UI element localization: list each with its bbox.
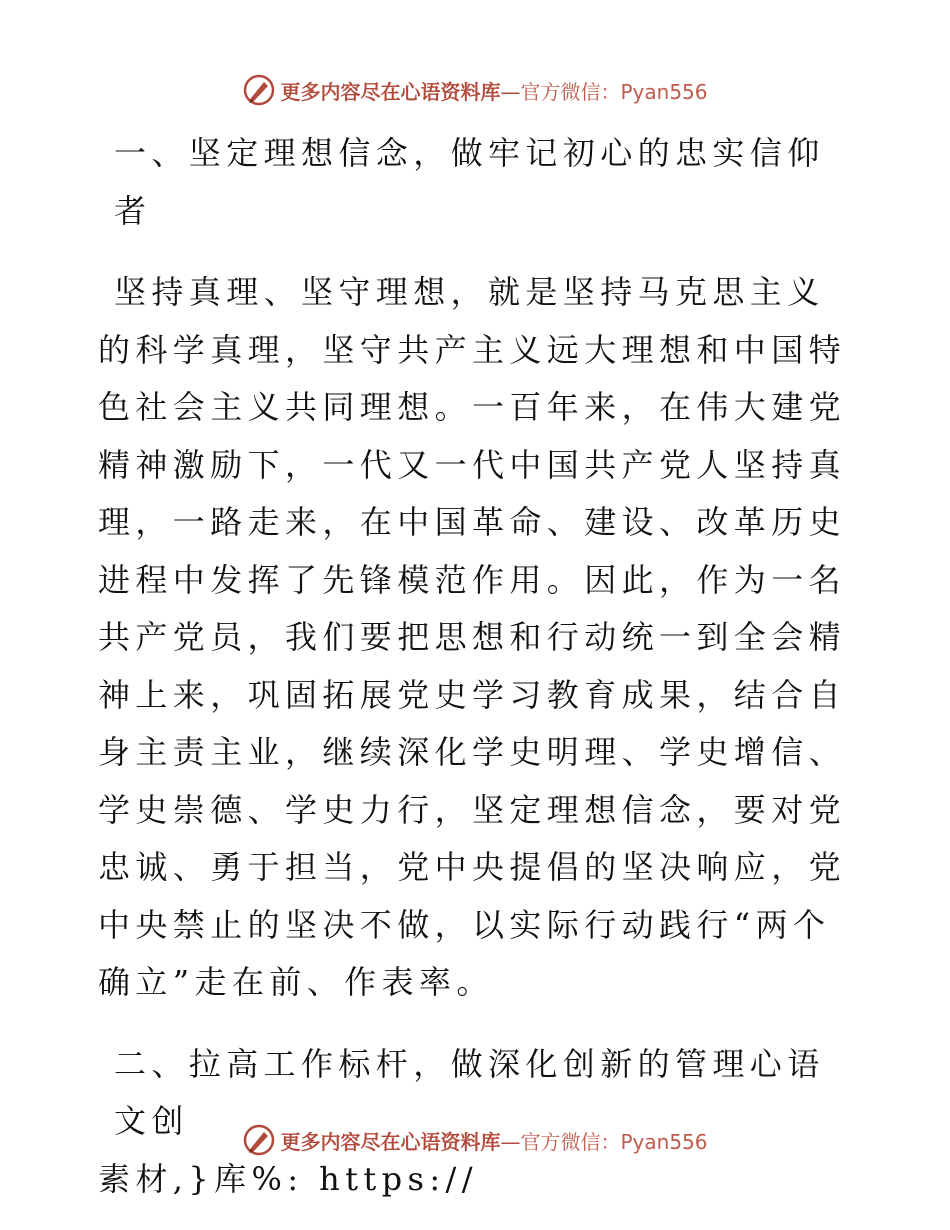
- document-body: [98, 125, 858, 1208]
- paragraph-1: 坚持真理、坚守理想，就是坚持马克思主义的科学真理，坚守共产主义远大理想和中国特色社会主义共同理想。一百年来，在伟大建党精神激励下，一代又一代中国共产党人坚持真理，一路走来，在中国革命、建设、改革历史进程中发挥了先锋模范作用。因此，作为一名共产党员，我们要把思想和行动统一到全会精神上来，巩固拓展党史学习教育成果，结合自身主责主业，继续深化学史明理、学史增信、学史崇德、学史力行，坚定理想信念，要对党忠诚、勇于担当，党中央提倡的坚决响应，党中央禁止的坚决不做，以实际行动践行“两个确立”走在前、作表率。: [98, 273, 847, 1001]
- footer-watermark-banner: [0, 1120, 950, 1160]
- banner-text: [280, 1126, 707, 1155]
- banner-site-text: 更多内容尽在心语资料库: [280, 79, 501, 104]
- banner-site-text: 更多内容尽在心语资料库: [280, 1129, 501, 1154]
- section-heading-2: 二、拉高工作标杆，做深化创新的管理心语文创: [114, 1044, 825, 1140]
- banner-wechat-label: 官方微信：: [520, 79, 621, 104]
- banner-wechat-id: Pyan556: [620, 79, 708, 104]
- section-heading-1: 一、坚定理想信念，做牢记初心的忠实信仰者: [114, 134, 825, 230]
- banner-dash: —: [500, 79, 521, 104]
- banner-text: [280, 76, 707, 105]
- banner-wechat-id: Pyan556: [620, 1129, 708, 1154]
- tail-text: 素材,}库%: https://: [98, 1159, 478, 1198]
- header-watermark-banner: [0, 70, 950, 110]
- pen-nib-logo-icon: [242, 1123, 276, 1157]
- pen-nib-logo-icon: [242, 73, 276, 107]
- banner-wechat-label: 官方微信：: [520, 1129, 621, 1154]
- banner-dash: —: [500, 1129, 521, 1154]
